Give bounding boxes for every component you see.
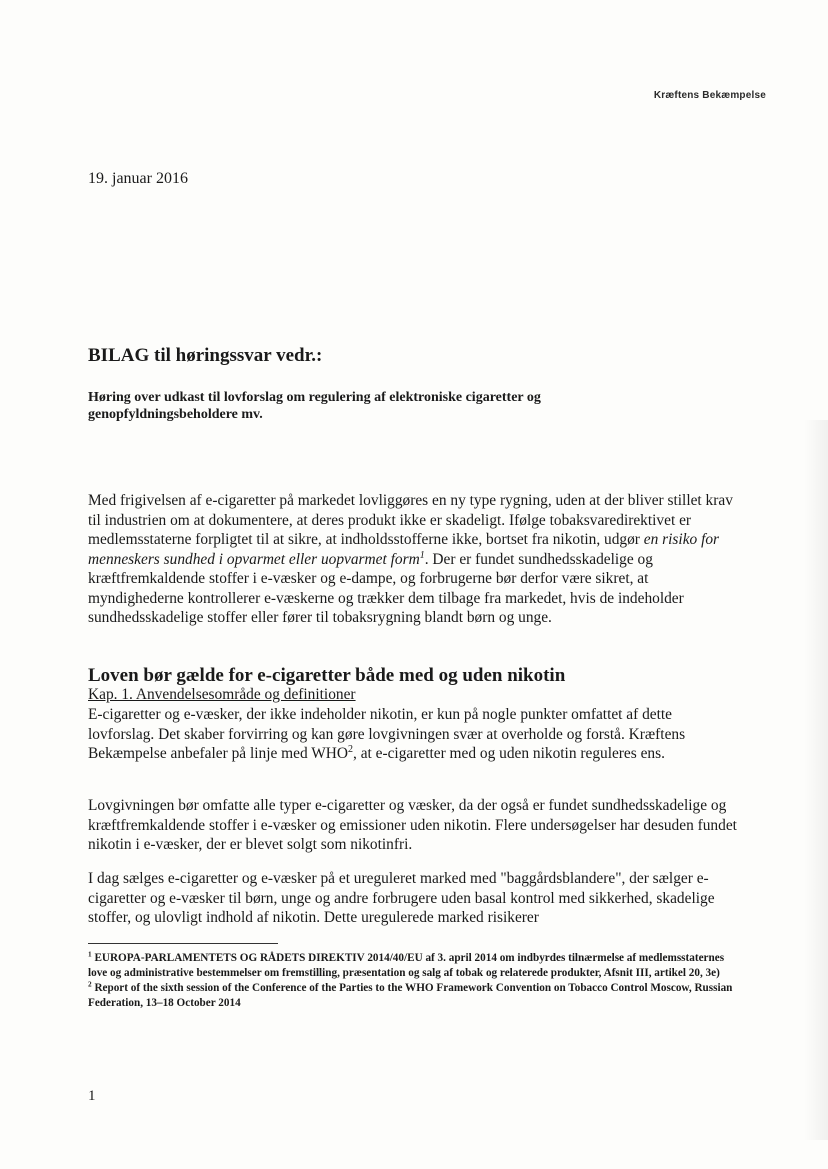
paragraph-legislation: Lovgivningen bør omfatte alle typer e-cigaretter og væsker, da der også er fundet sundhedsskadelige og kræftfremkaldende stoffer i e-væsker og emissioner uden nikotin. Flere undersøgelser har desuden fundet nikotin i e-væsker, der er blevet solgt som nikotinfri. [88,797,737,853]
paragraph-market: I dag sælges e-cigaretter og e-væsker på et ureguleret marked med "baggårdsblandere", der sælger e-cigaretter og e-væsker til børn, unge og andre forbrugere uden basal kontrol med sikkerhed, skadelige stoffer, og ulovligt indhold af nikotin. Dette uregulerede marked risikerer [88,870,715,926]
footnote-1-text: EUROPA-PARLAMENTETS OG RÅDETS DIREKTIV 2014/40/EU af 3. april 2014 om indbyrdes tilnærmelse af medlemsstaternes love og administrative bestemmelser om fremstilling, præsentation og salg af tobak og relaterede produkter, Afsnit III, artikel 20, 3e) [88,952,725,979]
footnotes [88,951,738,1011]
footnote-ref-1[interactable]: 1 [419,549,425,561]
footnote-2-text: Report of the sixth session of the Conference of the Parties to the WHO Framework Convention on Tobacco Control Moscow, Russian Federation, 13–18 October 2014 [88,982,733,1009]
section-heading: Loven bør gælde for e-cigaretter både med og uden nikotin [88,665,566,686]
paragraph-intro-italic: en risiko for menneskers sundhed i opvarmet eller uopvarmet form [88,531,720,568]
paragraph-intro-text-a: Med frigivelsen af e-cigaretter på markedet lovliggøres en ny type rygning, uden at der bliver stillet krav til industrien om at dokumentere, at deres produkt ikke er skadeligt. Ifølge tobaksvaredirektivet er medlemsstaterne forpligtet til at sikre, at indholdsstofferne ikke, bortset fra nikotin, udgør [88,492,733,548]
chapter-reference: Kap. 1. Anvendelsesområde og definitioner [88,686,356,703]
page-number: 1 [88,1088,96,1104]
document-date: 19. januar 2016 [88,170,188,187]
footnote-ref-2[interactable]: 2 [348,743,353,755]
paragraph-intro [88,491,738,628]
document-title: BILAG til høringssvar vedr.: [88,345,323,366]
footnote-2 [88,981,738,1011]
footnote-2-number: 2 [88,980,92,989]
footnote-1 [88,951,738,981]
paragraph-intro-text-b: . Der er fundet sundhedsskadelige og kræftfremkaldende stoffer i e-væsker og e-dampe, og forbrugerne bør derfor være sikret, at myndighederne kontrollerer e-væskerne og trækker dem tilbage fra markedet, hvis de indeholder sundhedsskadelige stoffer eller fører til tobaksrygning blandt børn og unge. [88,550,684,626]
footnote-1-number: 1 [88,950,92,959]
subject-heading: Høring over udkast til lovforslag om regulering af elektroniske cigaretter og genopfyldningsbeholdere mv. [88,390,541,422]
paragraph-scope-text-b: , at e-cigaretter med og uden nikotin reguleres ens. [353,745,665,762]
scan-shadow [804,420,828,1140]
paragraph-scope [88,705,738,764]
header-organization: Kræftens Bekæmpelse [653,90,766,101]
footnote-divider [88,943,278,944]
paragraph-scope-text-a: E-cigaretter og e-væsker, der ikke indeholder nikotin, er kun på nogle punkter omfattet af dette lovforslag. Det skaber forvirring og kan gøre lovgivningen svær at overholde og forstå. Kræftens Bekæmpelse anbefaler på linje med WHO [88,706,686,762]
